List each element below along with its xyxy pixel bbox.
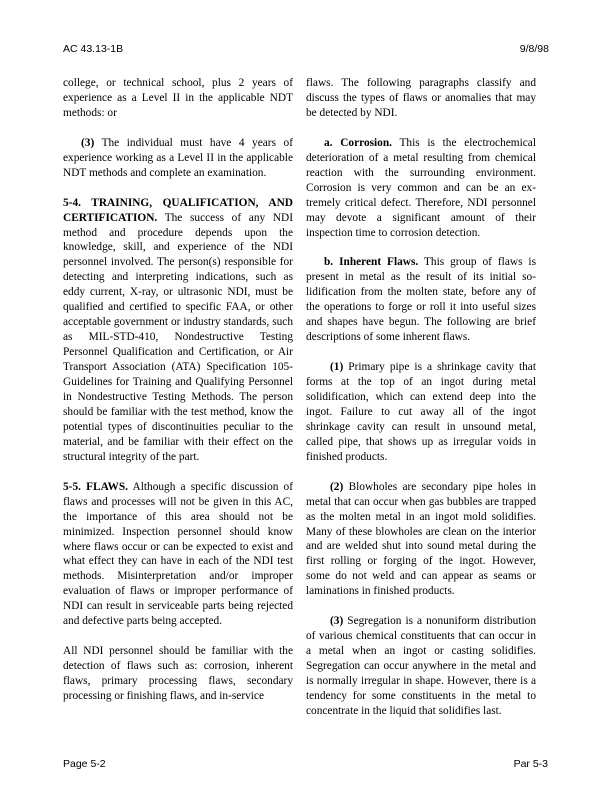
section-5-5	[63, 480, 293, 630]
paragraph-flaw-detection: All NDI personnel should be familiar with the detection of flaws such as: corrosion, inherent flaws, primary processing flaws, secondary processing or finishing flaws, and in-service	[63, 645, 293, 703]
subsection-heading: a. Corrosion.	[324, 136, 392, 149]
paragraph-item-1	[306, 360, 536, 465]
paragraph-item-2	[306, 480, 536, 600]
item-text: Blowholes are secondary pipe holes in metal that can occur when gas bubbles are trapped as the molten metal in an ingot mold solidifies. Many of these blowholes are clean on the interior and are welded shut into sound metal during the first rolling or forging of the ingot. However, some do not weld and can appear as seams or laminations in finished products.	[306, 480, 536, 598]
section-text: Although a specific discussion of flaws and processes will not be given in this AC, the importance of this area should not be minimized. Inspection personnel should know where flaws occur or can be expected to exist and what effect they can have in each of the NDI test methods. Misinterpretation and/or improper evaluation of flaws or improper performance of NDI can result in serviceable parts being rejected and defective parts being accepted.	[63, 480, 294, 628]
item-number: (3)	[330, 615, 344, 628]
section-text: The success of any NDI method and procedure depends upon the knowledge, skill, and experience of the NDI personnel involved. The person(s) responsible for detecting and interpreting indications, such as eddy current, X-ray, or ultrasonic NDI, must be qualified and certified to specific FAA, or other acceptable government or industry standards, such as MIL-STD-410, Nondestructive Testing Personnel Qualification and Certification, or Air Transport Association (ATA) Specification 105-Guidelines for Training and Qualifying Personnel in Nondestructive Testing Methods. The person should be familiar with the test method, know the potential types of discontinuities peculiar to the material, and be familiar with their effect on the structural integrity of the part.	[63, 211, 293, 463]
paragraph-corrosion	[306, 136, 536, 241]
paragraph-reference-footer: Par 5-3	[513, 758, 548, 770]
item-number: (2)	[330, 480, 344, 493]
paragraph-item-3	[306, 614, 536, 719]
paragraph-continuation: college, or technical school, plus 2 years of experience as a Level II in the applicable NDT methods: or	[63, 77, 293, 119]
subsection-heading: b. Inherent Flaws.	[324, 256, 419, 269]
date-header: 9/8/98	[519, 43, 549, 55]
document-id-header: AC 43.13-1B	[63, 43, 124, 55]
subsection-text: This is the electrochemical deterioration of a metal resulting from chemical reaction with the surrounding environment. Corrosion is very common and can be an extremely critical defect. Therefore, NDI personnel may devote a significant amount of their inspection time to corrosion detection.	[306, 136, 536, 239]
item-text: The individual must have 4 years of experience working as a Level II in the applicable NDT methods and complete an examination.	[63, 136, 293, 179]
item-text: Primary pipe is a shrinkage cavity that forms at the top of an ingot during metal solidification, which can extend deep into the ingot. Failure to cut away all of the ingot shrinkage cavity can result in unsound metal, called pipe, that shows up as irregular voids in finished products.	[306, 361, 536, 463]
paragraph-continuation: flaws. The following paragraphs classify and discuss the types of flaws or anomalies that may be detected by NDI.	[306, 77, 536, 119]
right-column	[306, 76, 536, 734]
item-text: Segregation is a nonuniform distribution of various chemical constituents that can occur in a metal when an ingot or casting solidifies. Segregation can occur anywhere in the metal and is normally irregular in shape. However, there is a tendency for some constituents in the metal to concentrate in the liquid that solidifies last.	[306, 615, 536, 717]
item-number: (3)	[81, 136, 95, 149]
subsection-text: This group of flaws is present in metal as the result of its initial solidification from the molten state, before any of the operations to forge or roll it into useful sizes and shapes have begun. The following are brief descriptions of some inherent flaws.	[306, 256, 536, 344]
section-5-4	[63, 196, 293, 465]
left-column	[63, 76, 293, 719]
paragraph-inherent-flaws	[306, 255, 536, 345]
item-number: (1)	[330, 361, 344, 374]
page-number-footer: Page 5-2	[63, 758, 106, 770]
section-heading: 5-5. FLAWS.	[63, 480, 129, 493]
section-heading: 5-4. TRAINING, QUALIFICATION, AND CERTIFICATION.	[63, 196, 293, 224]
paragraph-item-3	[63, 136, 293, 181]
